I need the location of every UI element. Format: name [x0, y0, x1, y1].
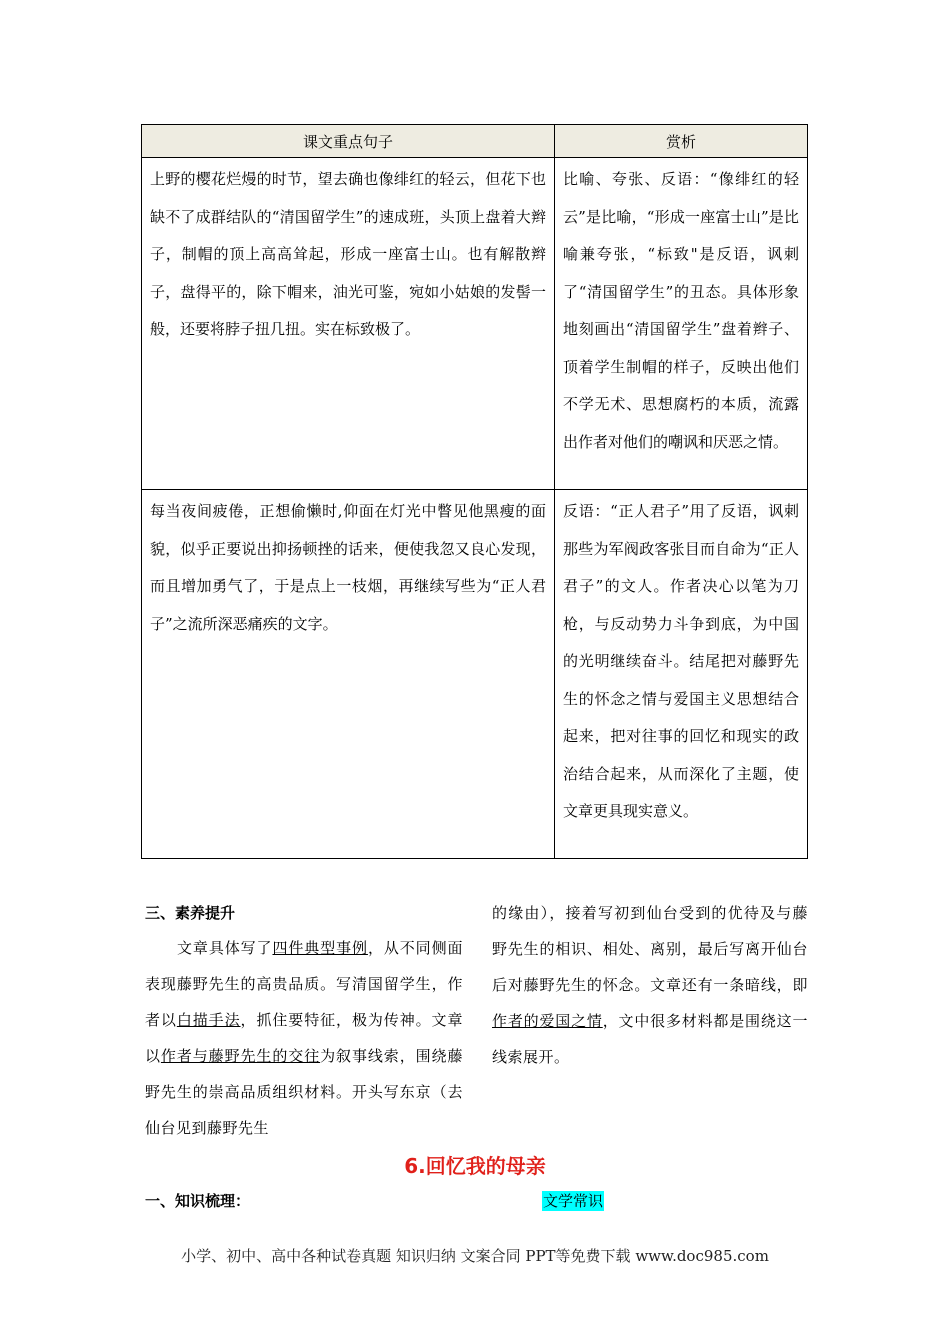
footer-text: 小学、初中、高中各种试卷真题 知识归纳 文案合同 PPT等免费下载 www.doc985.com [181, 1247, 769, 1265]
literature-tag: 文学常识 [543, 1192, 604, 1210]
table-row [142, 490, 808, 859]
underlined-term: 四件典型事例 [272, 939, 368, 957]
key-sentences-table [141, 124, 808, 859]
text-run: 为叙事线索，围绕藤野先生的崇高品质组织材料。开头写东京（去仙台见到藤野先生 [145, 1047, 463, 1137]
underlined-term: 作者与藤野先生的交往 [160, 1047, 321, 1065]
text-run: ，抓住要特征，极为传神。文章以 [145, 1011, 463, 1065]
analysis-cell: 反语：“正人君子”用了反语，讽刺那些为军阀政客张目而自命为“正人君子”的文人。作者决心以笔为刀枪，与反动势力斗争到底，为中国的光明继续奋斗。结尾把对藤野先生的怀念之情与爱国主义思想结合起来，把对往事的回忆和现实的政治结合起来，从而深化了主题，使文章更具现实意义。 [555, 490, 808, 859]
underlined-term: 白描手法 [176, 1011, 241, 1029]
analysis-cell: 比喻、夸张、反语：“像绯红的轻云”是比喻，“形成一座富士山”是比喻兼夸张，“标致"是反语，讽刺了“清国留学生”的丑态。具体形象地刻画出“清国留学生”盘着辫子、顶着学生制帽的样子，反映出他们不学无术、思想腐朽的本质，流露出作者对他们的嘲讽和厌恶之情。 [555, 158, 808, 490]
text-run: 文章具体写了 [177, 939, 273, 957]
text-run: 的缘由），接着写初到仙台受到的优待及与藤野先生的相识、相处、离别，最后写离开仙台后对藤野先生的怀念。文章还有一条暗线，即 [492, 904, 808, 994]
underlined-term: 作者的爱国之情 [492, 1012, 603, 1030]
section-heading: 三、素养提升 [145, 904, 236, 922]
section-text-right [492, 895, 808, 1075]
sentence-cell: 每当夜间疲倦，正想偷懒时,仰面在灯光中瞥见他黑瘦的面貌，似乎正要说出抑扬顿挫的话来，便使我忽又良心发现，而且增加勇气了，于是点上一枝烟，再继续写些为“正人君子”之流所深恶痛疾的文字。 [142, 490, 555, 859]
table-header-row [142, 125, 808, 158]
text-run: ，文中很多材料都是围绕这一线索展开。 [492, 1012, 808, 1066]
section-heading-wrap [145, 898, 465, 928]
header-analysis: 赏析 [555, 125, 808, 158]
header-key-sentence: 课文重点句子 [142, 125, 555, 158]
text-run: ，从不同侧面表现藤野先生的高贵品质。写清国留学生，作者以 [145, 939, 463, 1029]
knowledge-heading: 一、知识梳理： [145, 1192, 251, 1210]
chapter-title: 6.回忆我的母亲 [404, 1154, 546, 1178]
section-text-left [145, 930, 463, 1146]
sentence-cell: 上野的樱花烂熳的时节，望去确也像绯红的轻云，但花下也缺不了成群结队的“清国留学生”的速成班，头顶上盘着大辫子，制帽的顶上高高耸起，形成一座富士山。也有解散辫子，盘得平的，除下帽来，油光可鉴，宛如小姑娘的发髻一般，还要将脖子扭几扭。实在标致极了。 [142, 158, 555, 490]
table-row [142, 158, 808, 490]
